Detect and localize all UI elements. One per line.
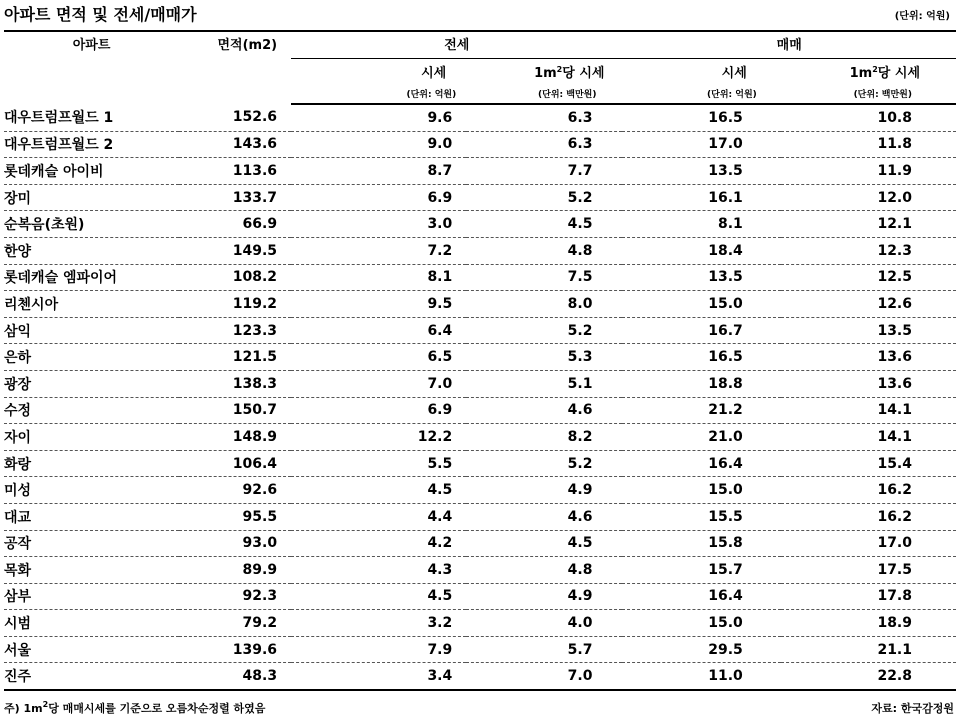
jeonse-per-sqm-value: 5.2	[466, 184, 622, 211]
sale-price-value: 29.5	[622, 636, 780, 663]
document-title: 아파트 면적 및 전세/매매가	[4, 5, 197, 24]
jeonse-price-value: 7.2	[291, 237, 466, 264]
source-note: 자료: 한국감정원	[871, 702, 954, 715]
sale-price-value: 16.1	[622, 184, 780, 211]
header-jeonse-price: 시세	[421, 65, 447, 81]
apartment-name: 롯데캐슬 아이비	[4, 158, 179, 185]
apartment-name: 서울	[4, 636, 179, 663]
area-value: 48.3	[179, 663, 291, 690]
apartment-name: 대우트럼프월드 1	[4, 104, 179, 131]
sale-price-value: 15.0	[622, 610, 780, 637]
apartment-name: 삼부	[4, 583, 179, 610]
table-row	[4, 211, 956, 238]
sale-per-sqm-value: 13.6	[781, 370, 956, 397]
jeonse-price-value: 6.9	[291, 184, 466, 211]
sale-per-sqm-value: 14.1	[781, 424, 956, 451]
area-value: 93.0	[179, 530, 291, 557]
jeonse-per-sqm-value: 5.7	[466, 636, 622, 663]
header-jeonse-per-sqm: $1m^2$당 시세	[534, 64, 605, 81]
sale-price-value: 16.5	[622, 104, 780, 131]
area-value: 66.9	[179, 211, 291, 238]
table-row	[4, 557, 956, 584]
sale-per-sqm-value: 12.6	[781, 291, 956, 318]
sale-price-value: 18.8	[622, 370, 780, 397]
jeonse-price-value: 6.9	[291, 397, 466, 424]
sale-per-sqm-value: 21.1	[781, 636, 956, 663]
sale-per-sqm-value: 16.2	[781, 477, 956, 504]
sale-per-sqm-value: 10.8	[781, 104, 956, 131]
table-row	[4, 610, 956, 637]
area-value: 89.9	[179, 557, 291, 584]
table-row	[4, 184, 956, 211]
table-row	[4, 158, 956, 185]
jeonse-per-sqm-value: 4.5	[466, 530, 622, 557]
sale-per-sqm-value: 17.8	[781, 583, 956, 610]
jeonse-price-value: 12.2	[291, 424, 466, 451]
jeonse-price-value: 8.1	[291, 264, 466, 291]
jeonse-price-value: 3.2	[291, 610, 466, 637]
apartment-name: 장미	[4, 184, 179, 211]
jeonse-per-sqm-value: 4.6	[466, 503, 622, 530]
jeonse-per-sqm-value: 4.6	[466, 397, 622, 424]
sale-price-value: 15.8	[622, 530, 780, 557]
table-row	[4, 237, 956, 264]
jeonse-per-sqm-value: 4.8	[466, 237, 622, 264]
jeonse-price-value: 7.9	[291, 636, 466, 663]
sale-per-sqm-value: 14.1	[781, 397, 956, 424]
table-row	[4, 397, 956, 424]
jeonse-price-value: 9.0	[291, 131, 466, 158]
apartment-name: 삼익	[4, 317, 179, 344]
table-row	[4, 424, 956, 451]
apartment-name: 진주	[4, 663, 179, 690]
jeonse-price-value: 4.4	[291, 503, 466, 530]
jeonse-price-value: 9.6	[291, 104, 466, 131]
sale-price-value: 16.4	[622, 450, 780, 477]
jeonse-price-value: 3.0	[291, 211, 466, 238]
table-row	[4, 131, 956, 158]
apartment-name: 광장	[4, 370, 179, 397]
sale-price-value: 21.0	[622, 424, 780, 451]
jeonse-price-value: 4.3	[291, 557, 466, 584]
table-row	[4, 663, 956, 690]
unit-label: (단위: 억원)	[894, 11, 950, 22]
jeonse-per-sqm-value: 5.2	[466, 317, 622, 344]
table-body	[4, 104, 956, 690]
jeonse-price-value: 9.5	[291, 291, 466, 318]
table-row	[4, 264, 956, 291]
area-value: 119.2	[179, 291, 291, 318]
table-row	[4, 104, 956, 131]
jeonse-price-value: 6.5	[291, 344, 466, 371]
table-row	[4, 583, 956, 610]
sale-per-sqm-value: 22.8	[781, 663, 956, 690]
jeonse-per-sqm-value: 4.9	[466, 583, 622, 610]
table-row	[4, 450, 956, 477]
apartment-name: 공작	[4, 530, 179, 557]
jeonse-per-sqm-value: 4.0	[466, 610, 622, 637]
jeonse-per-sqm-value: 6.3	[466, 131, 622, 158]
sale-per-sqm-value: 18.9	[781, 610, 956, 637]
sale-per-sqm-value: 17.0	[781, 530, 956, 557]
sale-per-sqm-value: 12.3	[781, 237, 956, 264]
area-value: 133.7	[179, 184, 291, 211]
jeonse-price-value: 3.4	[291, 663, 466, 690]
area-value: 123.3	[179, 317, 291, 344]
apartment-name: 한양	[4, 237, 179, 264]
jeonse-per-sqm-value: 5.2	[466, 450, 622, 477]
sale-price-value: 13.5	[622, 264, 780, 291]
apartment-name: 은하	[4, 344, 179, 371]
jeonse-per-sqm-value: 6.3	[466, 104, 622, 131]
sale-price-value: 11.0	[622, 663, 780, 690]
sale-price-value: 13.5	[622, 158, 780, 185]
jeonse-per-sqm-value: 4.8	[466, 557, 622, 584]
sale-price-value: 15.5	[622, 503, 780, 530]
table-row	[4, 477, 956, 504]
sale-per-sqm-value: 12.5	[781, 264, 956, 291]
apartment-name: 대교	[4, 503, 179, 530]
sale-per-sqm-value: 17.5	[781, 557, 956, 584]
jeonse-per-sqm-value: 8.2	[466, 424, 622, 451]
jeonse-price-value: 8.7	[291, 158, 466, 185]
sale-per-sqm-value: 13.5	[781, 317, 956, 344]
apartment-name: 수정	[4, 397, 179, 424]
jeonse-per-sqm-value: 5.3	[466, 344, 622, 371]
area-value: 148.9	[179, 424, 291, 451]
table-row	[4, 344, 956, 371]
area-value: 106.4	[179, 450, 291, 477]
apartment-name: 리첸시아	[4, 291, 179, 318]
title-row	[4, 0, 956, 28]
sale-price-value: 15.0	[622, 291, 780, 318]
apartment-name: 대우트럼프월드 2	[4, 131, 179, 158]
header-sale-price-unit: (단위: 억원)	[622, 83, 780, 104]
area-value: 143.6	[179, 131, 291, 158]
sale-per-sqm-value: 15.4	[781, 450, 956, 477]
jeonse-price-value: 5.5	[291, 450, 466, 477]
area-value: 152.6	[179, 104, 291, 131]
apartment-name: 순복음(초원)	[4, 211, 179, 238]
area-value: 108.2	[179, 264, 291, 291]
header-area: 면적(m2)	[179, 31, 291, 104]
jeonse-price-value: 4.2	[291, 530, 466, 557]
area-value: 95.5	[179, 503, 291, 530]
sale-per-sqm-value: 12.0	[781, 184, 956, 211]
jeonse-per-sqm-value: 7.0	[466, 663, 622, 690]
sale-price-value: 21.2	[622, 397, 780, 424]
apartment-name: 미성	[4, 477, 179, 504]
apartment-name: 자이	[4, 424, 179, 451]
sale-per-sqm-value: 11.9	[781, 158, 956, 185]
sale-price-value: 17.0	[622, 131, 780, 158]
header-sale-per-sqm: $1m^2$당 시세	[849, 64, 920, 81]
apartment-price-table	[4, 30, 956, 691]
header-maemae: 매매	[622, 31, 956, 59]
apartment-name: 화랑	[4, 450, 179, 477]
sale-price-value: 15.7	[622, 557, 780, 584]
jeonse-per-sqm-value: 7.7	[466, 158, 622, 185]
sale-price-value: 16.7	[622, 317, 780, 344]
apartment-name: 롯데캐슬 엠파이어	[4, 264, 179, 291]
header-sale-per-sqm-unit: (단위: 백만원)	[781, 83, 956, 104]
apartment-name: 시범	[4, 610, 179, 637]
jeonse-price-value: 4.5	[291, 477, 466, 504]
sale-per-sqm-value: 11.8	[781, 131, 956, 158]
sale-per-sqm-value: 13.6	[781, 344, 956, 371]
table-header	[4, 31, 956, 104]
area-value: 92.3	[179, 583, 291, 610]
jeonse-per-sqm-value: 7.5	[466, 264, 622, 291]
area-value: 79.2	[179, 610, 291, 637]
table-row	[4, 530, 956, 557]
area-value: 150.7	[179, 397, 291, 424]
area-value: 113.6	[179, 158, 291, 185]
header-apartment: 아파트	[4, 31, 179, 104]
sale-per-sqm-value: 12.1	[781, 211, 956, 238]
jeonse-per-sqm-value: 4.5	[466, 211, 622, 238]
sale-price-value: 16.4	[622, 583, 780, 610]
jeonse-price-value: 4.5	[291, 583, 466, 610]
table-row	[4, 317, 956, 344]
sale-per-sqm-value: 16.2	[781, 503, 956, 530]
table-row	[4, 291, 956, 318]
jeonse-per-sqm-value: 4.9	[466, 477, 622, 504]
sale-price-value: 16.5	[622, 344, 780, 371]
apartment-name: 목화	[4, 557, 179, 584]
header-jeonse-price-unit: (단위: 억원)	[291, 83, 466, 104]
area-value: 139.6	[179, 636, 291, 663]
jeonse-per-sqm-value: 5.1	[466, 370, 622, 397]
jeonse-price-value: 6.4	[291, 317, 466, 344]
header-jeonse-per-sqm-unit: (단위: 백만원)	[466, 83, 622, 104]
header-jeonse: 전세	[291, 31, 622, 59]
sale-price-value: 8.1	[622, 211, 780, 238]
area-value: 92.6	[179, 477, 291, 504]
sale-price-value: 18.4	[622, 237, 780, 264]
table-row	[4, 503, 956, 530]
table-row	[4, 636, 956, 663]
area-value: 138.3	[179, 370, 291, 397]
jeonse-price-value: 7.0	[291, 370, 466, 397]
sale-price-value: 15.0	[622, 477, 780, 504]
table-row	[4, 370, 956, 397]
area-value: 149.5	[179, 237, 291, 264]
jeonse-per-sqm-value: 8.0	[466, 291, 622, 318]
footnote: 주) $1m^2$당 매매시세를 기준으로 오름차순정렬 하였음	[4, 700, 266, 715]
area-value: 121.5	[179, 344, 291, 371]
header-sale-price: 시세	[721, 65, 747, 81]
